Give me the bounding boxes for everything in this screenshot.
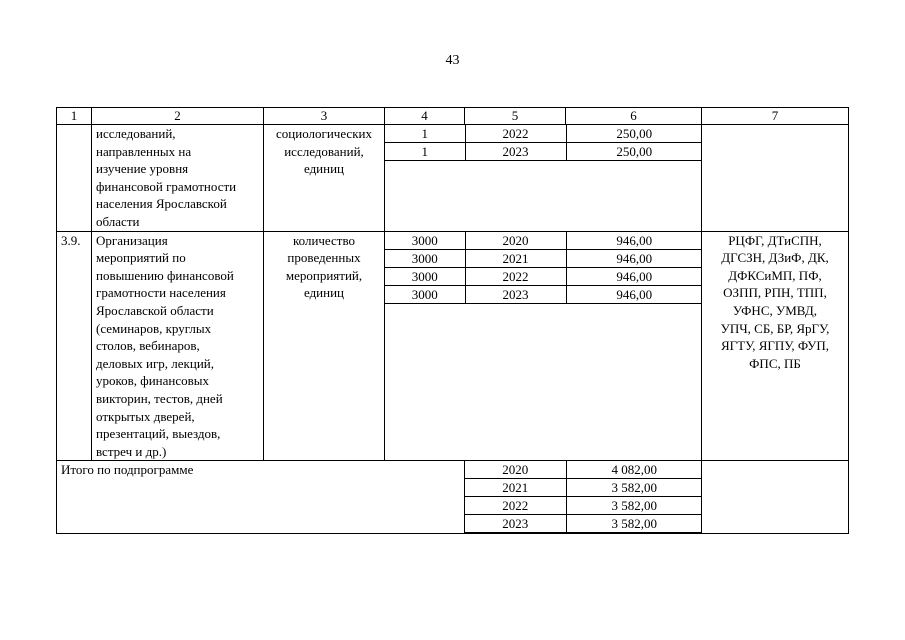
indicator-value: 3000: [385, 232, 465, 250]
program-table: [56, 107, 849, 534]
value-row: [385, 267, 702, 285]
text-line: грамотности населения: [96, 285, 226, 301]
text-line: ДГСЗН, ДЗиФ, ДК,: [721, 250, 829, 266]
text-line: ОЗПП, РПН, ТПП,: [723, 285, 827, 301]
text-line: социологических: [276, 126, 372, 141]
text-line: количество: [292, 232, 356, 248]
value-row: [465, 479, 702, 497]
amount-cell: 250,00: [566, 143, 702, 161]
values-block: [385, 231, 702, 461]
year-cell: 2021: [465, 249, 566, 267]
executors-cell: [702, 231, 849, 461]
text-line: викторин, тестов, дней: [96, 390, 223, 406]
year-cell: 2023: [465, 285, 566, 303]
year-cell: 2021: [465, 479, 566, 497]
text-line: изучение уровня: [96, 161, 189, 177]
value-row: [385, 125, 702, 143]
text-line: ЯГТУ, ЯГПУ, ФУП,: [721, 338, 829, 354]
table-row-continuation: [57, 125, 849, 232]
value-row: [385, 249, 702, 267]
total-values-block: [465, 461, 702, 534]
text-line: ДФКСиМП, ПФ,: [728, 267, 822, 283]
table-row-total: [57, 461, 849, 534]
indicator-value: 3000: [385, 267, 465, 285]
year-cell: 2020: [465, 232, 566, 250]
indicator-value: 3000: [385, 249, 465, 267]
amount-cell: 946,00: [566, 267, 702, 285]
header-cell: 5: [465, 108, 566, 125]
table-row-3-9: [57, 231, 849, 461]
year-cell: 2023: [465, 515, 566, 533]
item-description: [92, 125, 264, 232]
text-line: Ярославской области: [96, 302, 214, 318]
amount-cell: 946,00: [566, 232, 702, 250]
value-row: [465, 461, 702, 479]
amount-cell: 946,00: [566, 285, 702, 303]
indicator-name: [264, 125, 385, 232]
text-line: мероприятий по: [96, 250, 186, 266]
indicator-name: [264, 231, 385, 461]
header-cell: 4: [385, 108, 465, 125]
amount-cell: 4 082,00: [566, 461, 702, 479]
text-line: ФПС, ПБ: [749, 355, 801, 371]
item-number-cell: 3.9.: [57, 231, 92, 461]
text-line: населения Ярославской: [96, 196, 227, 212]
executors-cell: [702, 125, 849, 232]
year-cell: 2023: [465, 143, 566, 161]
text-line: презентаций, выездов,: [96, 426, 221, 442]
executors-cell: [702, 461, 849, 534]
header-cell: 7: [702, 108, 849, 125]
year-cell: 2022: [465, 497, 566, 515]
header-cell: 2: [92, 108, 264, 125]
header-row: [57, 108, 849, 125]
text-line: единиц: [303, 285, 345, 301]
value-row: [465, 515, 702, 533]
page-number: 43: [445, 53, 460, 68]
header-cell: 6: [566, 108, 702, 125]
indicator-value: 1: [385, 143, 465, 161]
amount-cell: 250,00: [566, 125, 702, 143]
text-line: встреч и др.): [96, 443, 167, 459]
year-cell: 2022: [465, 125, 566, 143]
total-label: Итого по подпрограмме: [57, 461, 465, 534]
text-line: проведенных: [287, 250, 361, 266]
amount-cell: 3 582,00: [566, 497, 702, 515]
amount-cell: 3 582,00: [566, 479, 702, 497]
text-line: мероприятий,: [285, 267, 363, 283]
text-line: повышению финансовой: [96, 267, 234, 283]
text-line: РЦФГ, ДТиСПН,: [728, 232, 822, 248]
text-line: УПЧ, СБ, БР, ЯрГУ,: [720, 320, 830, 336]
text-line: УФНС, УМВД,: [732, 302, 818, 318]
amount-cell: 946,00: [566, 249, 702, 267]
item-number-cell: [57, 125, 92, 232]
value-row: [385, 232, 702, 250]
value-row: [465, 497, 702, 515]
text-line: исследований,: [284, 143, 364, 159]
header-cell: 1: [57, 108, 92, 125]
indicator-value: 3000: [385, 285, 465, 303]
text-line: единиц: [303, 161, 345, 177]
year-cell: 2020: [465, 461, 566, 479]
text-line: исследований,: [96, 126, 176, 141]
text-line: области: [96, 213, 140, 229]
header-cell: 3: [264, 108, 385, 125]
text-line: столов, вебинаров,: [96, 338, 200, 354]
item-description: [92, 231, 264, 461]
value-row: [385, 285, 702, 303]
amount-cell: 3 582,00: [566, 515, 702, 533]
text-line: открытых дверей,: [96, 408, 195, 424]
text-line: уроков, финансовых: [96, 373, 210, 389]
text-line: деловых игр, лекций,: [96, 355, 214, 371]
values-block: [385, 125, 702, 232]
text-line: (семинаров, круглых: [96, 320, 212, 336]
text-line: Организация: [96, 232, 168, 248]
year-cell: 2022: [465, 267, 566, 285]
indicator-value: 1: [385, 125, 465, 143]
text-line: направленных на: [96, 143, 192, 159]
value-row: [385, 143, 702, 161]
text-line: финансовой грамотности: [96, 178, 237, 194]
